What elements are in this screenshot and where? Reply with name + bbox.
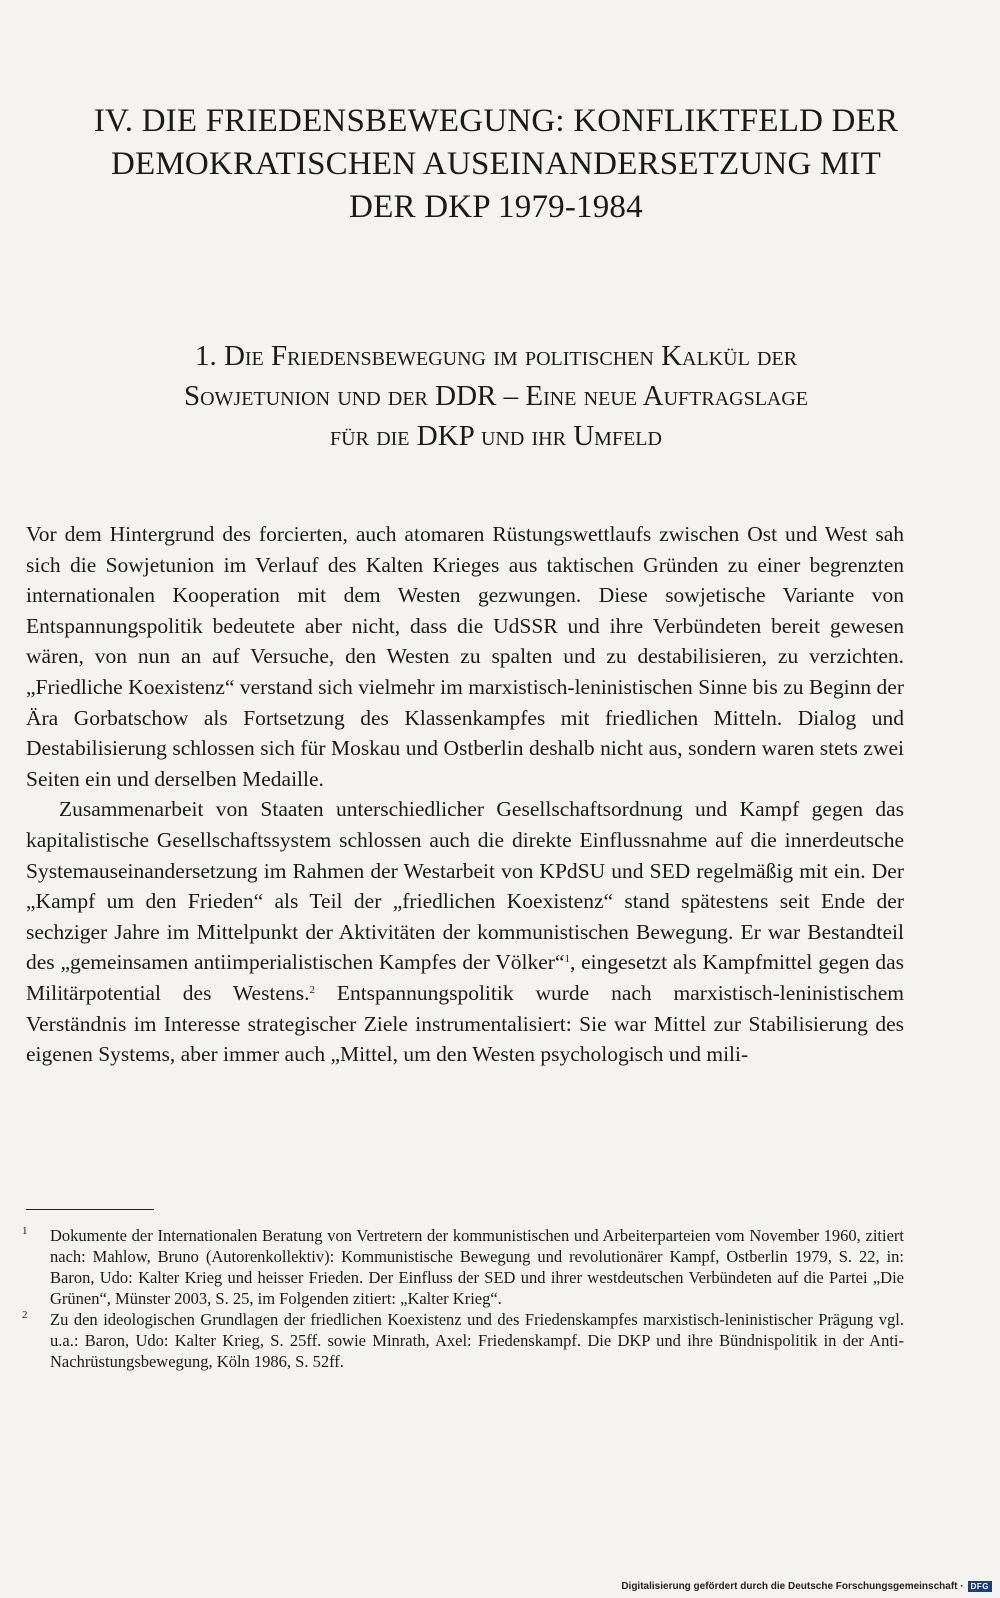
footnote-number: 1 bbox=[22, 1225, 28, 1237]
chapter-heading-line: IV. DIE FRIEDENSBEWEGUNG: KONFLIKTFELD DER bbox=[93, 103, 899, 139]
paragraph bbox=[26, 794, 904, 1069]
footnote-divider bbox=[26, 1209, 154, 1210]
section-heading-line: für die DKP und ihr Umfeld bbox=[330, 420, 662, 452]
paragraph-text: Entspannungspolitik wurde nach marxistisch-leninistischem Verständnis im Interesse strategischer Ziele instrumentalisiert: Sie war Mittel zur Stabilisierung des eigenen Systems, aber immer auch „Mittel, um den Westen psychologisch und mili- bbox=[26, 980, 905, 1067]
paragraph-text: , eingesetzt als Kampfmittel gegen das Militärpotential des Westens. bbox=[26, 950, 904, 1005]
section-heading-line: 1. Die Friedensbewegung im politischen Kalkül der bbox=[194, 340, 798, 372]
paragraph: Vor dem Hintergrund des forcierten, auch atomaren Rüstungswettlaufs zwischen Ost und West sah sich die Sowjetunion im Verlauf des Kalten Krieges aus taktischen Gründen zu einer begrenzten internationalen Kooperation mit dem Westen gezwungen. Diese sowjetische Variante von Entspannungspolitik bedeutete aber nicht, dass die UdSSR und ihre Verbündeten bereit gewesen wären, von nun an auf Versuche, den Westen zu spalten und zu destabilisieren, zu verzichten. „Friedliche Koexistenz“ verstand sich vielmehr im marxistisch-leninistischen Sinne bis zu Beginn der Ära Gorbatschow als Fortsetzung des Klassenkampfes mit friedlichen Mitteln. Dialog und Destabilisierung schlossen sich für Moskau und Ostberlin deshalb nicht aus, sondern waren stets zwei Seiten ein und derselben Medaille. bbox=[26, 522, 904, 791]
footer-text: Digitalisierung gefördert durch die Deutsche Forschungsgemeinschaft · bbox=[621, 1580, 964, 1592]
chapter-heading bbox=[40, 100, 952, 229]
section-heading bbox=[40, 336, 952, 456]
chapter-heading-line: DER DKP 1979-1984 bbox=[349, 189, 643, 225]
paragraph-text: Zusammenarbeit von Staaten unterschiedlicher Gesellschaftsordnung und Kampf gegen das kapitalistische Gesellschaftssystem schlossen auch die direkte Einflussnahme auf die innerdeutsche Systemauseinandersetzung im Rahmen der Westarbeit von KPdSU und SED regelmäßig mit ein. Der „Kampf um den Frieden“ als Teil der „friedlichen Koexistenz“ stand spätestens seit Ende der sechziger Jahre im Mittelpunkt der Aktivitäten der kommunistischen Bewegung. Er war Bestandteil des „gemeinsamen antiimperialistischen Kampfes der Völker“ bbox=[26, 797, 904, 975]
footnote bbox=[22, 1225, 904, 1309]
chapter-heading-line: DEMOKRATISCHEN AUSEINANDERSETZUNG MIT bbox=[110, 146, 882, 182]
digitization-footer bbox=[621, 1578, 992, 1594]
footnote bbox=[22, 1309, 904, 1372]
footnote-text: Dokumente der Internationalen Beratung von Vertretern der kommunistischen und Arbeiterparteien vom November 1960, zitiert nach: Mahlow, Bruno (Autorenkollektiv): Kommunistische Bewegung und revolutionärer Kampf, Ostberlin 1979, S. 22, in: Baron, Udo: Kalter Krieg und heisser Frieden. Der Einfluss der SED und ihrer westdeutschen Verbündeten auf die Partei „Die Grünen“, Münster 2003, S. 25, im Folgenden zitiert: „Kalter Krieg“. bbox=[50, 1226, 904, 1308]
footnote-text: Zu den ideologischen Grundlagen der friedlichen Koexistenz und des Friedenskampfes marxistisch-leninistischer Prägung vgl. u.a.: Baron, Udo: Kalter Krieg, S. 25ff. sowie Minrath, Axel: Friedenskampf. Die DKP und ihre Bündnispolitik in der Anti-Nachrüstungsbewegung, Köln 1986, S. 52ff. bbox=[50, 1310, 904, 1371]
footnote-number: 2 bbox=[22, 1309, 28, 1321]
footnote-reference[interactable]: 1 bbox=[564, 953, 570, 966]
body-text bbox=[26, 519, 904, 1070]
footnote-reference[interactable]: 2 bbox=[309, 983, 315, 996]
section-heading-line: Sowjetunion und der DDR – Eine neue Auftragslage bbox=[183, 380, 809, 412]
dfg-logo: DFG bbox=[968, 1581, 992, 1592]
footnotes bbox=[22, 1225, 904, 1372]
